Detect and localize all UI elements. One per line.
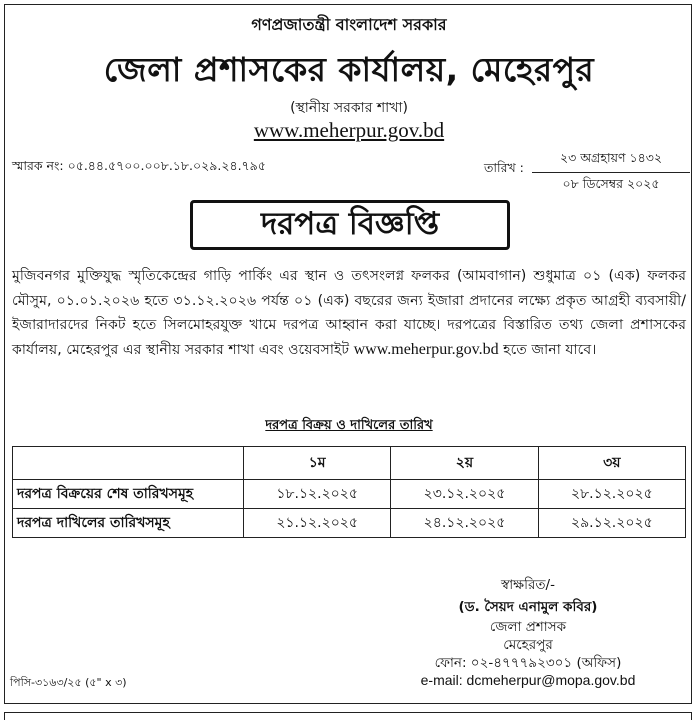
table-header-cell: ১ম [244,447,391,480]
table-title: দরপত্র বিক্রয় ও দাখিলের তারিখ [265,418,433,433]
table-cell: ১৮.১২.২০২৫ [244,480,391,509]
table-header-cell [13,447,244,480]
signature-attested: স্বাক্ষরিত/- [501,577,555,593]
signatory-title: জেলা প্রশাসক [489,619,567,635]
signatory-phone: ফোন: ০২-৪৭৭৭৯২৩০১ (অফিস) [434,655,622,671]
signatory-email[interactable]: e-mail: dcmeherpur@mopa.gov.bd [420,672,636,688]
row-label: দরপত্র দাখিলের তারিখসমূহ [13,509,244,538]
notice-body [12,264,686,362]
table-header-row [13,447,686,480]
branch-label: (স্থানীয় সরকার শাখা) [290,100,408,116]
tender-dates-table [12,446,686,538]
table-cell: ২১.১২.২০২৫ [244,509,391,538]
table-cell: ২৯.১২.২০২৫ [538,509,685,538]
pc-code: পিসি-৩১৬৩/২৫ (৫" x ৩) [10,676,127,689]
table-header-cell: ৩য় [538,447,685,480]
signatory-name: (ড. সৈয়দ এনামুল কবির) [458,599,598,615]
table-cell: ২৩.১২.২০২৫ [391,480,538,509]
signatory-place: মেহেরপুর [503,637,553,653]
date-label: তারিখ : [484,160,524,175]
row-label: দরপত্র বিক্রয়ের শেষ তারিখসমূহ [13,480,244,509]
date-block [532,150,690,196]
table-header-cell: ২য় [391,447,538,480]
table-row [13,509,686,538]
office-heading: জেলা প্রশাসকের কার্যালয়, মেহেরপুর [103,50,595,89]
next-notice-border [4,712,692,720]
notice-tail: হতে জানা যাবে। [498,341,597,358]
table-cell: ২৮.১২.২০২৫ [538,480,685,509]
government-heading: গণপ্রজাতন্ত্রী বাংলাদেশ সরকার [251,15,447,34]
date-bangla: ২৩ অগ্রহায়ণ ১৪৩২ [532,150,690,173]
notice-paragraph: মুজিবনগর মুক্তিযুদ্ধ স্মৃতিকেন্দ্রের গাড়ি পার্কিং এর স্থান ও তৎসংলগ্ন ফলকর (আমবাগান) শুধুমাত্র ০১ (এক) ফলকর মৌসুম, ০১.০১.২০২৬ হতে ৩১.১২.২০২৬ পর্যন্ত ০১ (এক) বছরের জন্য ইজারা প্রদানের লক্ষ্যে প্রকৃত আগ্রহী ব্যবসায়ী/ইজারাদারদের নিকট হতে সিলমোহরযুক্ত খামে দরপত্র আহ্বান করা যাচ্ছে। দরপত্রের বিস্তারিত তথ্য জেলা প্রশাসকের কার্যালয়, মেহেরপুর এর স্থানীয় সরকার শাখা এবং ওয়েবসাইট [12,268,686,358]
table-row [13,480,686,509]
memo-number: স্মারক নং: ০৫.৪৪.৫৭০০.০০৮.১৮.০২৯.২৪.৭৯৫ [12,158,266,173]
body-website-link[interactable]: www.meherpur.gov.bd [353,340,499,358]
table-cell: ২৪.১২.২০২৫ [391,509,538,538]
website-link[interactable]: www.meherpur.gov.bd [253,118,445,142]
date-english: ০৮ ডিসেম্বর ২০২৫ [562,176,660,191]
notice-title: দরপত্র বিজ্ঞপ্তি [190,200,510,250]
